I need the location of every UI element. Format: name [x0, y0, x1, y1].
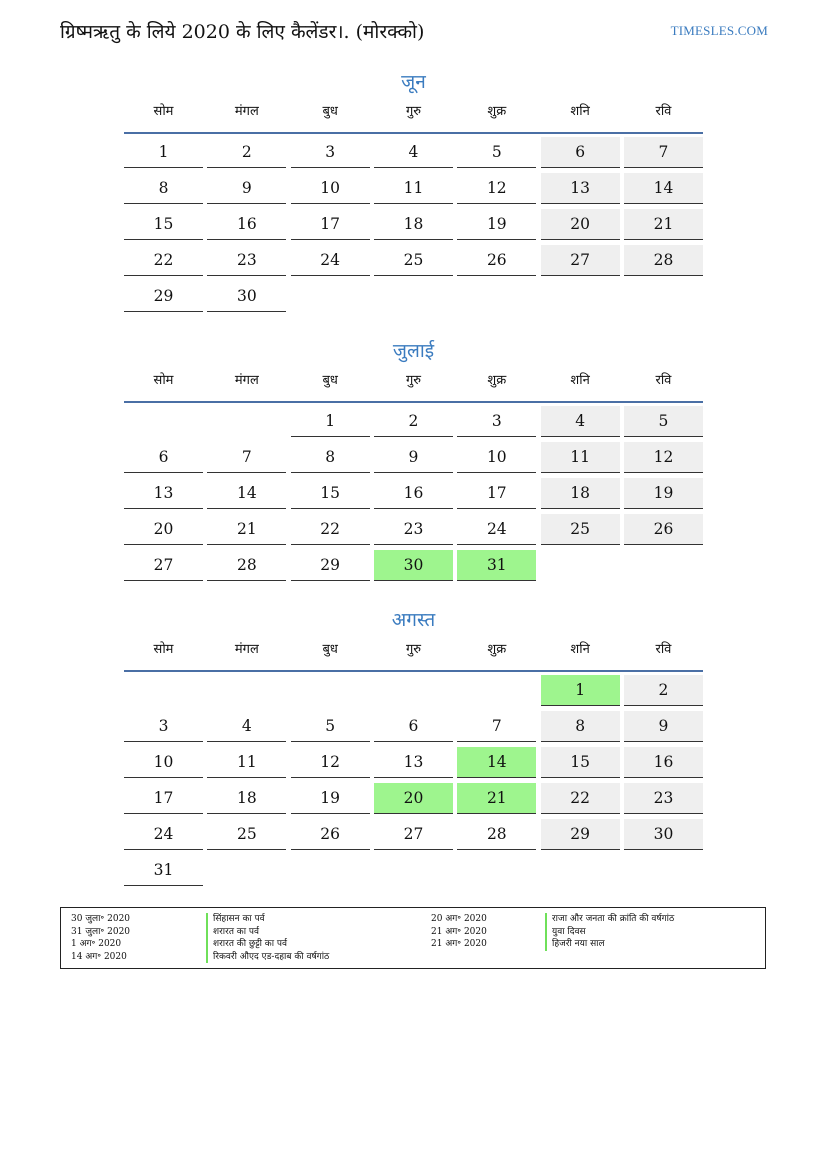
day-cell[interactable]: 25 — [541, 514, 620, 545]
day-cell[interactable]: 1 — [124, 137, 203, 168]
weekday-label: गुरु — [405, 104, 422, 119]
legend-date: 20 अग॰ 2020 — [431, 914, 487, 924]
weekday-label: रवि — [655, 642, 672, 657]
empty-cell — [124, 675, 203, 706]
day-cell[interactable]: 1 — [541, 675, 620, 706]
day-cell[interactable]: 7 — [207, 442, 286, 473]
empty-cell — [291, 281, 370, 312]
day-cell[interactable]: 11 — [374, 173, 453, 204]
weekday-label: सोम — [153, 642, 174, 657]
day-cell[interactable]: 31 — [457, 550, 536, 581]
empty-cell — [624, 855, 703, 886]
legend-date: 21 अग॰ 2020 — [431, 939, 487, 949]
week-row — [124, 514, 703, 550]
empty-cell — [207, 406, 286, 437]
day-cell[interactable]: 12 — [291, 747, 370, 778]
month-july — [124, 336, 703, 586]
day-cell[interactable]: 19 — [291, 783, 370, 814]
day-cell[interactable]: 17 — [291, 209, 370, 240]
day-cell[interactable]: 8 — [124, 173, 203, 204]
day-cell[interactable]: 5 — [624, 406, 703, 437]
day-cell[interactable]: 25 — [374, 245, 453, 276]
day-cell[interactable]: 14 — [207, 478, 286, 509]
day-cell[interactable]: 15 — [291, 478, 370, 509]
day-cell[interactable]: 22 — [124, 245, 203, 276]
legend-holiday-name: युवा दिवस — [545, 926, 674, 939]
holiday-legend — [60, 907, 766, 969]
week-row — [124, 442, 703, 478]
day-cell[interactable]: 20 — [124, 514, 203, 545]
day-cell[interactable]: 2 — [624, 675, 703, 706]
week-grid — [124, 137, 703, 317]
day-cell[interactable]: 17 — [457, 478, 536, 509]
day-cell[interactable]: 17 — [124, 783, 203, 814]
legend-left-names — [206, 913, 329, 963]
header-rule — [124, 670, 703, 672]
legend-left-dates — [71, 913, 130, 963]
day-cell[interactable]: 24 — [291, 245, 370, 276]
weekday-label: गुरु — [405, 373, 422, 388]
day-cell[interactable]: 15 — [541, 747, 620, 778]
day-cell[interactable]: 9 — [374, 442, 453, 473]
week-row — [124, 747, 703, 783]
day-cell[interactable]: 22 — [541, 783, 620, 814]
empty-cell — [541, 855, 620, 886]
day-cell[interactable]: 7 — [624, 137, 703, 168]
day-cell[interactable]: 4 — [541, 406, 620, 437]
day-cell[interactable]: 16 — [207, 209, 286, 240]
legend-holiday-name: शरारत की छुट्टी का पर्व — [206, 938, 329, 951]
day-cell[interactable]: 25 — [207, 819, 286, 850]
legend-right-names — [545, 913, 674, 951]
weekday-label: सोम — [153, 373, 174, 388]
weekday-header — [124, 635, 703, 665]
day-cell[interactable]: 13 — [374, 747, 453, 778]
day-cell[interactable]: 22 — [291, 514, 370, 545]
weekday-label: मंगल — [234, 104, 259, 119]
week-row — [124, 245, 703, 281]
week-row — [124, 406, 703, 442]
legend-holiday-name: राजा और जनता की क्रांति की वर्षगांठ — [545, 913, 674, 926]
day-cell[interactable]: 11 — [541, 442, 620, 473]
weekday-header — [124, 97, 703, 127]
week-row — [124, 173, 703, 209]
day-cell[interactable]: 10 — [457, 442, 536, 473]
day-cell[interactable]: 26 — [457, 245, 536, 276]
day-cell[interactable]: 4 — [374, 137, 453, 168]
legend-date: 1 अग॰ 2020 — [71, 939, 122, 949]
weekday-label: मंगल — [234, 642, 259, 657]
day-cell[interactable]: 23 — [374, 514, 453, 545]
day-cell[interactable]: 21 — [624, 209, 703, 240]
day-cell[interactable]: 6 — [374, 711, 453, 742]
day-cell[interactable]: 2 — [207, 137, 286, 168]
day-cell[interactable]: 28 — [457, 819, 536, 850]
legend-date: 30 जुला॰ 2020 — [71, 914, 131, 924]
empty-cell — [624, 550, 703, 581]
day-cell[interactable]: 11 — [207, 747, 286, 778]
empty-cell — [541, 281, 620, 312]
day-cell[interactable]: 9 — [207, 173, 286, 204]
legend-holiday-name: सिंहासन का पर्व — [206, 913, 329, 926]
legend-right-dates — [431, 913, 487, 951]
week-row — [124, 137, 703, 173]
weekday-label: शनि — [570, 104, 590, 119]
weekday-label: मंगल — [234, 373, 259, 388]
month-title: जून — [401, 71, 426, 93]
day-cell[interactable]: 21 — [457, 783, 536, 814]
day-cell[interactable]: 12 — [624, 442, 703, 473]
week-row — [124, 675, 703, 711]
day-cell[interactable]: 18 — [207, 783, 286, 814]
empty-cell — [624, 281, 703, 312]
month-june — [124, 67, 703, 317]
week-row — [124, 478, 703, 514]
weekday-label: बुध — [322, 104, 338, 119]
day-cell[interactable]: 16 — [374, 478, 453, 509]
day-cell[interactable]: 26 — [291, 819, 370, 850]
day-cell[interactable]: 21 — [207, 514, 286, 545]
day-cell[interactable]: 20 — [374, 783, 453, 814]
day-cell[interactable]: 8 — [291, 442, 370, 473]
weekday-label: शुक्र — [487, 642, 507, 657]
weekday-header — [124, 366, 703, 396]
day-cell[interactable]: 31 — [124, 855, 203, 886]
day-cell[interactable]: 18 — [374, 209, 453, 240]
month-title: अगस्त — [391, 609, 436, 631]
day-cell[interactable]: 27 — [541, 245, 620, 276]
empty-cell — [207, 855, 286, 886]
day-cell[interactable]: 30 — [374, 550, 453, 581]
day-cell[interactable]: 9 — [624, 711, 703, 742]
day-cell[interactable]: 10 — [291, 173, 370, 204]
weekday-label: शनि — [570, 373, 590, 388]
day-cell[interactable]: 27 — [374, 819, 453, 850]
weekday-label: सोम — [153, 104, 174, 119]
day-cell[interactable]: 19 — [624, 478, 703, 509]
week-row — [124, 855, 703, 891]
day-cell[interactable]: 14 — [457, 747, 536, 778]
header-rule — [124, 401, 703, 403]
legend-date: 14 अग॰ 2020 — [71, 951, 127, 962]
day-cell[interactable]: 29 — [124, 281, 203, 312]
day-cell[interactable]: 8 — [541, 711, 620, 742]
day-cell[interactable]: 23 — [624, 783, 703, 814]
day-cell[interactable]: 7 — [457, 711, 536, 742]
day-cell[interactable]: 15 — [124, 209, 203, 240]
month-title: जुलाई — [392, 340, 435, 362]
day-cell[interactable]: 23 — [207, 245, 286, 276]
header-rule — [124, 132, 703, 134]
day-cell[interactable]: 1 — [291, 406, 370, 437]
brand-link[interactable]: TIMESLES.COM — [670, 23, 768, 38]
empty-cell — [374, 855, 453, 886]
day-cell[interactable]: 6 — [541, 137, 620, 168]
week-row — [124, 209, 703, 245]
day-cell[interactable]: 19 — [457, 209, 536, 240]
week-grid — [124, 406, 703, 586]
legend-date: 31 जुला॰ 2020 — [71, 926, 131, 937]
day-cell[interactable]: 29 — [541, 819, 620, 850]
day-cell[interactable]: 4 — [207, 711, 286, 742]
empty-cell — [457, 855, 536, 886]
day-cell[interactable]: 28 — [207, 550, 286, 581]
weekday-label: बुध — [322, 373, 338, 388]
day-cell[interactable]: 13 — [541, 173, 620, 204]
day-cell[interactable]: 14 — [624, 173, 703, 204]
legend-holiday-name: शरारत का पर्व — [206, 926, 329, 939]
weekday-label: शुक्र — [487, 104, 507, 119]
day-cell[interactable]: 5 — [291, 711, 370, 742]
week-row — [124, 281, 703, 317]
week-row — [124, 819, 703, 855]
week-row — [124, 711, 703, 747]
day-cell[interactable]: 20 — [541, 209, 620, 240]
day-cell[interactable]: 29 — [291, 550, 370, 581]
page-title: ग्रिष्मऋतु के लिये 2020 के लिए कैलेंडर।. (मोरक्को) — [60, 21, 425, 43]
empty-cell — [124, 406, 203, 437]
day-cell[interactable]: 28 — [624, 245, 703, 276]
day-cell[interactable]: 3 — [291, 137, 370, 168]
empty-cell — [291, 855, 370, 886]
day-cell[interactable]: 24 — [457, 514, 536, 545]
empty-cell — [207, 675, 286, 706]
legend-holiday-name: रिकवरी औएद एड-दहाब की वर्षगांठ — [206, 951, 329, 964]
legend-holiday-name: हिजरी नया साल — [545, 938, 674, 951]
empty-cell — [374, 675, 453, 706]
day-cell[interactable]: 16 — [624, 747, 703, 778]
day-cell[interactable]: 5 — [457, 137, 536, 168]
day-cell[interactable]: 13 — [124, 478, 203, 509]
day-cell[interactable]: 30 — [624, 819, 703, 850]
day-cell[interactable]: 30 — [207, 281, 286, 312]
empty-cell — [374, 281, 453, 312]
empty-cell — [457, 675, 536, 706]
day-cell[interactable]: 12 — [457, 173, 536, 204]
day-cell[interactable]: 10 — [124, 747, 203, 778]
weekday-label: शुक्र — [487, 373, 507, 388]
weekday-label: रवि — [655, 104, 672, 119]
day-cell[interactable]: 6 — [124, 442, 203, 473]
empty-cell — [291, 675, 370, 706]
day-cell[interactable]: 3 — [124, 711, 203, 742]
empty-cell — [457, 281, 536, 312]
week-row — [124, 783, 703, 819]
weekday-label: शनि — [570, 642, 590, 657]
day-cell[interactable]: 3 — [457, 406, 536, 437]
day-cell[interactable]: 27 — [124, 550, 203, 581]
empty-cell — [541, 550, 620, 581]
weekday-label: बुध — [322, 642, 338, 657]
day-cell[interactable]: 18 — [541, 478, 620, 509]
weekday-label: रवि — [655, 373, 672, 388]
weekday-label: गुरु — [405, 642, 422, 657]
day-cell[interactable]: 26 — [624, 514, 703, 545]
week-grid — [124, 675, 703, 891]
week-row — [124, 550, 703, 586]
month-august — [124, 605, 703, 891]
day-cell[interactable]: 2 — [374, 406, 453, 437]
day-cell[interactable]: 24 — [124, 819, 203, 850]
legend-date: 21 अग॰ 2020 — [431, 926, 487, 937]
